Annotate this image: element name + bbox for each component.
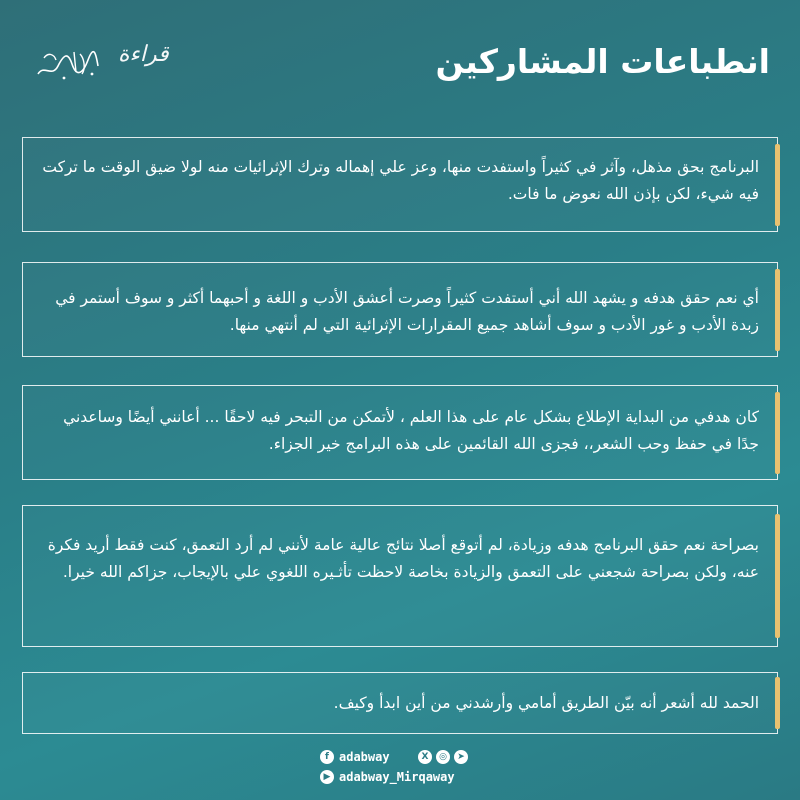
testimonial-text: الحمد لله أشعر أنه بيّن الطريق أمامي وأرشدني من أين ابدأ وكيف. <box>333 694 759 712</box>
telegram-icon[interactable]: ➤ <box>454 750 468 764</box>
card-accent-bar <box>775 144 780 226</box>
testimonial-card <box>22 672 778 734</box>
testimonial-card <box>22 262 778 357</box>
header <box>0 0 800 110</box>
card-accent-bar <box>775 269 780 351</box>
social-row-facebook[interactable] <box>320 750 390 764</box>
testimonial-card <box>22 385 778 480</box>
testimonial-text: كان هدفي من البداية الإطلاع بشكل عام على هذا العلم ، لأتمكن من التبحر فيه لاحقًا ... أعانني أيضًا وساعدني جدًا في حفظ وحب الشعر،، فجزى الله القائمين على هذه البرامج خير الجزاء. <box>63 408 759 453</box>
page-title: انطباعات المشاركين <box>435 42 770 81</box>
testimonial-text: البرنامج بحق مذهل، وآثر في كثيراً واستفدت منها، وعز علي إهماله وترك الإثرائيات منه لولا ضيق الوقت ما تركت فيه شيء، لكن بإذن الله نعوض ما فات. <box>42 158 759 203</box>
youtube-handle[interactable]: adabway_Mirqaway <box>339 770 455 784</box>
card-accent-bar <box>775 677 780 729</box>
testimonial-card <box>22 505 778 647</box>
facebook-handle[interactable]: adabway <box>339 750 390 764</box>
testimonial-text: بصراحة نعم حقق البرنامج هدفه وزيادة، لم أتوقع أصلا نتائج عالية عامة لأنني لم أرد التعمق، كنت فقط أريد فكرة عنه، ولكن بصراحة شجعني على التعمق والزيادة بخاصة لاحظت تأثـيره اللغوي علي بالإيجاب، جزاكم الله خيرا. <box>47 536 759 581</box>
adab-logo <box>34 44 102 84</box>
youtube-icon[interactable]: ▶ <box>320 770 334 784</box>
card-accent-bar <box>775 514 780 638</box>
adab-calligraphy-icon <box>34 44 102 84</box>
facebook-icon[interactable]: f <box>320 750 334 764</box>
qiraa-logo: قراءة <box>118 42 169 67</box>
footer <box>0 746 800 796</box>
social-row-youtube[interactable] <box>320 770 455 784</box>
x-icon[interactable]: X <box>418 750 432 764</box>
testimonial-card <box>22 137 778 232</box>
instagram-icon[interactable]: ◎ <box>436 750 450 764</box>
social-icons <box>418 750 468 764</box>
card-accent-bar <box>775 392 780 474</box>
testimonial-text: أي نعم حقق هدفه و يشهد الله أني أستفدت كثيراً وصرت أعشق الأدب و اللغة و أحبهما أكثر و سوف أستمر في زبدة الأدب و غور الأدب و سوف أشاهد جميع المقرارات الإثرائية التي لم أنتهي منها. <box>55 289 759 334</box>
